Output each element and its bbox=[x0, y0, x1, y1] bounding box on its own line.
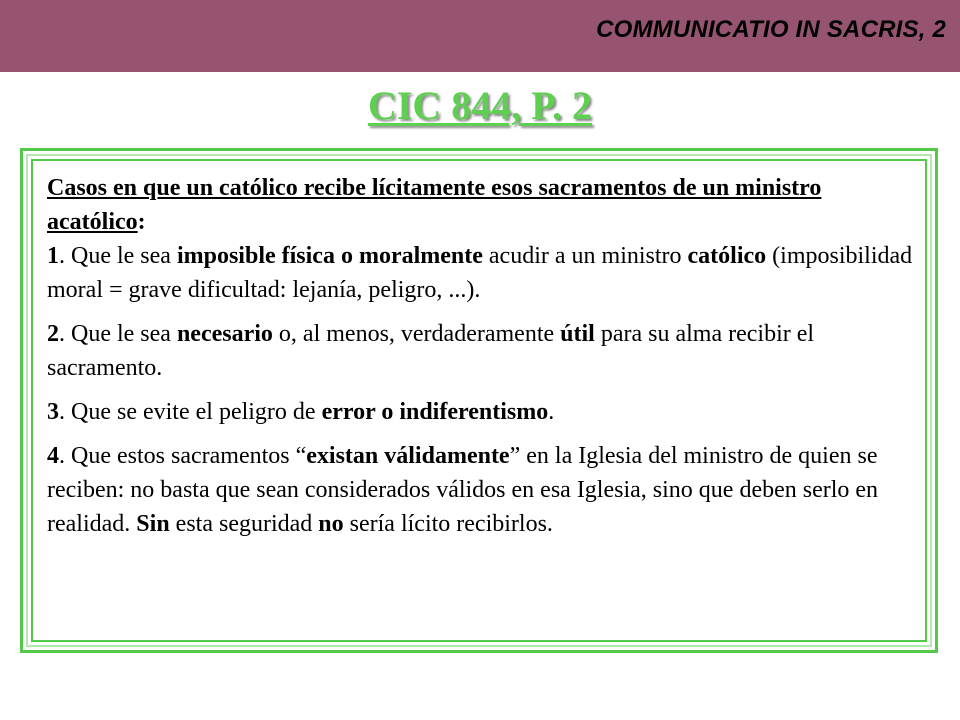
item-3 bbox=[47, 395, 915, 429]
content-box-frame bbox=[26, 154, 932, 647]
item-number: 1 bbox=[47, 243, 59, 269]
content-box-inner-frame bbox=[31, 159, 927, 642]
header-bar bbox=[0, 0, 960, 72]
item-text: . Que le sea bbox=[59, 321, 177, 347]
slide-title: CIC 844, P. 2 bbox=[367, 83, 593, 128]
item-number: 2 bbox=[47, 321, 59, 347]
item-number: 3 bbox=[47, 399, 59, 425]
header-title: COMMUNICATIO IN SACRIS, 2 bbox=[596, 16, 946, 43]
item-emphasis: útil bbox=[560, 321, 595, 347]
item-text: o, al menos, verdaderamente bbox=[272, 321, 561, 347]
item-emphasis: necesario bbox=[176, 321, 273, 347]
item-emphasis: católico bbox=[687, 243, 767, 269]
item-emphasis: existan válidamente bbox=[306, 443, 510, 469]
item-text: . bbox=[548, 399, 555, 425]
item-text: (imposibilidad moral = grave dificultad: lejanía, peligro, ...). bbox=[47, 243, 913, 303]
item-emphasis: error o indiferentismo bbox=[321, 399, 549, 425]
intro-paragraph bbox=[47, 171, 915, 239]
item-emphasis: no bbox=[318, 511, 344, 537]
item-emphasis: imposible física o moralmente bbox=[176, 243, 483, 269]
item-text: . Que le sea bbox=[59, 243, 177, 269]
item-text: acudir a un ministro bbox=[482, 243, 688, 269]
item-text: . Que se evite el peligro de bbox=[59, 399, 322, 425]
intro-heading: Casos en que un católico recibe lícitamente esos sacramentos de un ministro acatólico bbox=[47, 175, 822, 235]
item-text: ” en la Iglesia del ministro de quien se reciben: no basta que sean considerados válidos en esa Iglesia, sino que deben serlo en realidad. bbox=[47, 443, 879, 537]
item-1 bbox=[47, 239, 915, 307]
item-text: esta seguridad bbox=[169, 511, 319, 537]
content-text bbox=[47, 171, 915, 541]
content-box bbox=[20, 148, 938, 653]
item-2 bbox=[47, 317, 915, 385]
item-text: sería lícito recibirlos. bbox=[343, 511, 553, 537]
item-text: . Que estos sacramentos “ bbox=[59, 443, 307, 469]
item-4 bbox=[47, 439, 915, 541]
item-number: 4 bbox=[47, 443, 59, 469]
item-text: para su alma recibir el sacramento. bbox=[47, 321, 815, 381]
intro-colon: : bbox=[137, 209, 146, 235]
item-emphasis: Sin bbox=[136, 511, 170, 537]
